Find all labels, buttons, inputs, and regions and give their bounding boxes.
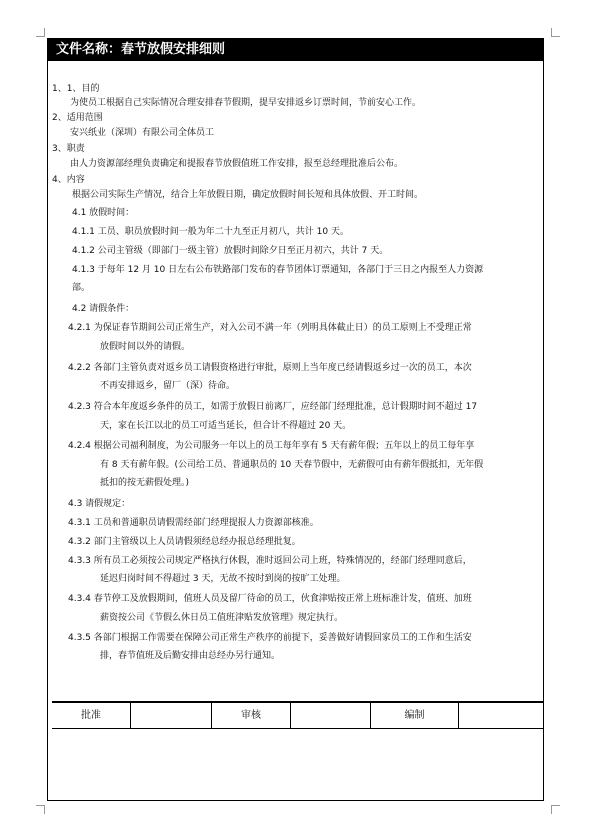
clause-4-2-3-line1: 4.2.3 符合本年度返乡条件的员工，如需于放假日前离厂，应经部门经理批准，总计假期时间不超过 17 [68, 402, 478, 412]
signature-table [52, 701, 544, 729]
clause-4-1-3-line1: 4.1.3 于每年 12 月 10 日左右公布铁路部门发布的春节团体订票通知，各部门于三日之内报至人力资源 [72, 265, 484, 275]
clause-4-2-4-line3: 抵扣的按无薪假处理。) [100, 478, 190, 488]
crop-mark-bottom-right [551, 805, 560, 814]
section-1-text: 为使员工根据自己实际情况合理安排春节假期，提早安排返乡订票时间，节前安心工作。 [70, 98, 422, 108]
clause-4-2-4-line2: 有 8 天有薪年假。(公司给工员、普通职员的 10 天春节假中，无薪假可由有薪年假抵扣，无年假 [100, 460, 484, 470]
clause-4-3-5-line1: 4.3.5 各部门根据工作需要在保障公司正常生产秩序的前提下，妥善做好请假回家员工的工作和生活安 [68, 633, 472, 643]
clause-4-3-3-line1: 4.3.3 所有员工必须按公司规定严格执行休假，准时返回公司上班，特殊情况的，经部门经理同意后， [68, 556, 472, 566]
crop-mark-bottom-left [36, 805, 45, 814]
clause-4-2-2-line2: 不再安排返乡，留厂（深）待命。 [100, 381, 236, 391]
clause-4-3-3-line2: 延迟归岗时间不得超过 3 天，无故不按时到岗的按旷工处理。 [100, 574, 346, 584]
section-2-text: 安兴纸业（深圳）有限公司全体员工 [70, 128, 215, 138]
section-3-title: 3、职责 [52, 144, 85, 154]
section-4-title: 4、内容 [52, 175, 85, 185]
section-4-paragraph: 根据公司实际生产情况，结合上年放假日期，确定放假时间长短和具体放假、开工时间。 [72, 190, 424, 200]
document-page [47, 38, 544, 801]
approve-signature-field[interactable] [131, 703, 211, 729]
review-label: 审核 [241, 710, 261, 721]
approve-label: 批准 [81, 710, 101, 721]
section-1-title: 1、1、目的 [52, 84, 100, 94]
clause-4-1-3-line2: 部。 [72, 283, 91, 293]
clause-4-3-1: 4.3.1 工员和普通职员请假需经部门经理提报人力资源部核准。 [68, 518, 319, 528]
clause-4-3-4-line1: 4.3.4 春节停工及放假期间，值班人员及留厂待命的员工，伙食津贴按正常上班标准计发，值班、加班 [68, 594, 472, 604]
clause-4-3: 4.3 请假规定： [68, 499, 131, 509]
prepare-signature-field[interactable] [459, 703, 543, 729]
clause-4-2-4-line1: 4.2.4 根据公司福利制度，为公司服务一年以上的员工每年享有 5 天有薪年假；五年以上的员工每年享 [68, 441, 475, 451]
prepare-label: 编制 [404, 710, 425, 721]
clause-4-1: 4.1 放假时间： [72, 208, 135, 218]
section-3-text: 由人力资源部经理负责确定和提报春节放假值班工作安排，报至总经理批准后公布。 [70, 159, 404, 169]
clause-4-2-2-line1: 4.2.2 各部门主管负责对返乡员工请假资格进行审批，原则上当年度已经请假返乡过一次的员工，本次 [68, 363, 472, 373]
clause-4-2: 4.2 请假条件： [72, 304, 135, 314]
clause-4-1-1: 4.1.1 工员、职员放假时间一般为年二十九至正月初八，共计 10 天。 [72, 227, 349, 237]
clause-4-1-2: 4.1.2 公司主管级（即部门一级主管）放假时间除夕日至正月初六，共计 7 天。 [72, 246, 389, 256]
clause-4-3-2: 4.3.2 部门主管级以上人员请假须经总经办报总经理批复。 [68, 537, 301, 547]
crop-mark-top-right [551, 28, 560, 37]
crop-mark-top-left [36, 28, 45, 37]
document-title: 文件名称：春节放假安排细则 [48, 39, 543, 61]
clause-4-2-1-line1: 4.2.1 为保证春节期间公司正常生产，对入公司不满一年（列明具体截止日）的员工原则上不受理正常 [68, 323, 472, 333]
clause-4-3-4-line2: 薪资按公司《节假么休日员工值班津贴发放管理》规定执行。 [100, 613, 344, 623]
section-2-title: 2、适用范围 [52, 113, 103, 123]
clause-4-2-3-line2: 天，家在长江以北的员工可适当延长，但合计不得超过 20 天。 [100, 421, 352, 431]
review-signature-field[interactable] [291, 703, 370, 729]
clause-4-3-5-line2: 排，春节值班及后勤安排由总经办另行通知。 [100, 651, 281, 661]
clause-4-2-1-line2: 放假时间以外的请假。 [100, 342, 191, 352]
